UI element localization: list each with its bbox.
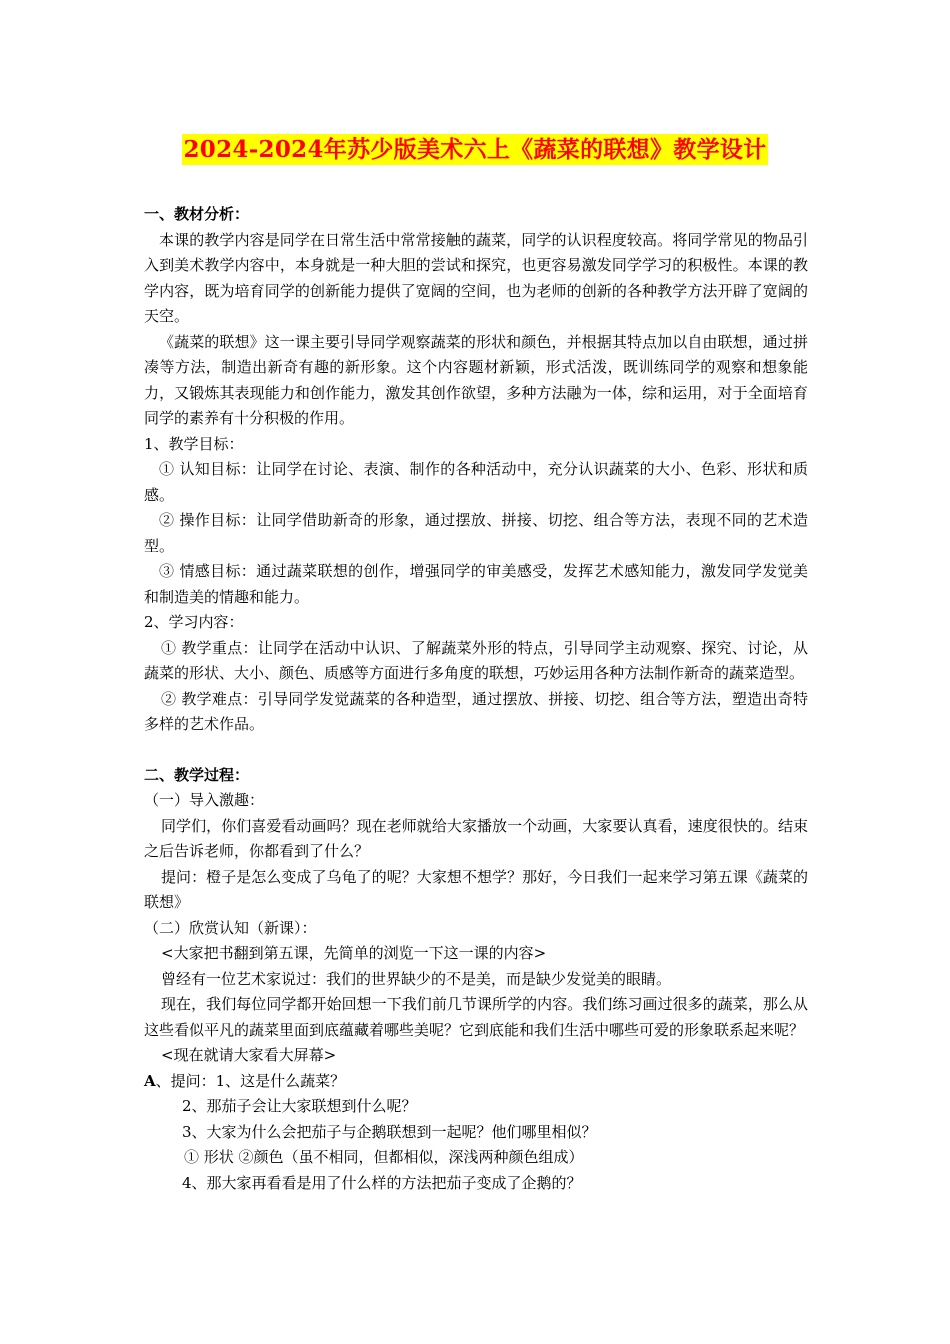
spacer (144, 738, 808, 763)
section-heading-analysis: 一、教材分析： (144, 205, 250, 223)
paragraph: 现在，我们每位同学都开始回想一下我们前几节课所学的内容。我们练习画过很多的蔬菜，那么从这些看似平凡的蔬菜里面到底蕴藏着哪些美呢？它到底能和我们生活中哪些可爱的形象联系起来呢？ (144, 995, 808, 1039)
content-item: ① 教学重点：让同学在活动中认识、了解蔬菜外形的特点，引导同学主动观察、探究、讨论，从蔬菜的形状、大小、颜色、质感等方面进行多角度的联想，巧妙运用各种方法制作新奇的蔬菜造型。 (144, 638, 808, 682)
paragraph: 曾经有一位艺术家说过：我们的世界缺少的不是美，而是缺少发觉美的眼睛。 (161, 969, 672, 988)
paragraph: <大家把书翻到第五课，先简单的浏览一下这一课的内容> (161, 944, 547, 962)
question-line: 3、大家为什么会把茄子与企鹅联想到一起呢？他们哪里相似？ (182, 1122, 597, 1141)
step-heading: （一）导入激趣： (144, 791, 265, 809)
paragraph: <现在就请大家看大屏幕> (161, 1046, 337, 1064)
paragraph: 《蔬菜的联想》这一课主要引导同学观察蔬菜的形状和颜色，并根据其特点加以自由联想，通过拼凑等方法，制造出新奇有趣的新形象。这个内容题材新颖，形式活泼，既训练同学的观察和想象能力，又锻炼其表现能力和创作能力，激发其创作欲望，多种方法融为一体，综和运用，对于全面培育同学的素养有十分积极的作用。 (144, 332, 808, 427)
paragraph: 同学们，你们喜爱看动画吗？现在老师就给大家播放一个动画，大家要认真看，速度很快的。结束之后告诉老师，你都看到了什么？ (144, 816, 808, 860)
step-heading: （二）欣赏认知（新课）： (144, 918, 317, 937)
question-text: 、提问：1、这是什么蔬菜？ (155, 1071, 346, 1090)
goal-item: ② 操作目标：让同学借助新奇的形象，通过摆放、拼接、切挖、组合等方法，表现不同的艺术造型。 (144, 511, 808, 555)
qa-label: A (144, 1071, 156, 1090)
question-line: 2、那茄子会让大家联想到什么呢？ (182, 1097, 417, 1115)
section-heading-process: 二、教学过程： (144, 765, 250, 784)
content-item: ② 教学难点：引导同学发觉蔬菜的各种造型，通过摆放、拼接、切挖、组合等方法，塑造出奇特多样的艺术作品。 (144, 689, 808, 733)
question-line (144, 1069, 808, 1095)
subheading-goals: 1、教学目标： (144, 434, 244, 453)
subheading-content: 2、学习内容： (144, 613, 244, 631)
goal-item: ① 认知目标：让同学在讨论、表演、制作的各种活动中，充分认识蔬菜的大小、色彩、形状和质感。 (144, 460, 808, 504)
question-line: 4、那大家再看看是用了什么样的方法把茄子变成了企鹅的？ (182, 1173, 582, 1192)
document-title: 2024-2024年苏少版美术六上《蔬菜的联想》教学设计 (183, 136, 767, 163)
paragraph: 提问：橙子是怎么变成了乌龟了的呢？大家想不想学？那好，今日我们一起来学习第五课《蔬菜的联想》 (144, 867, 808, 911)
answer-line: ① 形状 ②颜色（虽不相同，但都相似，深浅两种颜色组成） (184, 1148, 584, 1166)
goal-item: ③ 情感目标：通过蔬菜联想的创作，增强同学的审美感受，发挥艺术感知能力，激发同学发觉美和制造美的情趣和能力。 (144, 562, 808, 606)
document-body (144, 202, 808, 1196)
title-container (0, 134, 950, 165)
paragraph: 本课的教学内容是同学在日常生活中常常接触的蔬菜，同学的认识程度较高。将同学常见的物品引入到美术教学内容中，本身就是一种大胆的尝试和探究，也更容易激发同学学习的积极性。本课的教学内容，既为培育同学的创新能力提供了宽阔的空间，也为老师的创新的各种教学方法开辟了宽阔的天空。 (144, 230, 808, 325)
